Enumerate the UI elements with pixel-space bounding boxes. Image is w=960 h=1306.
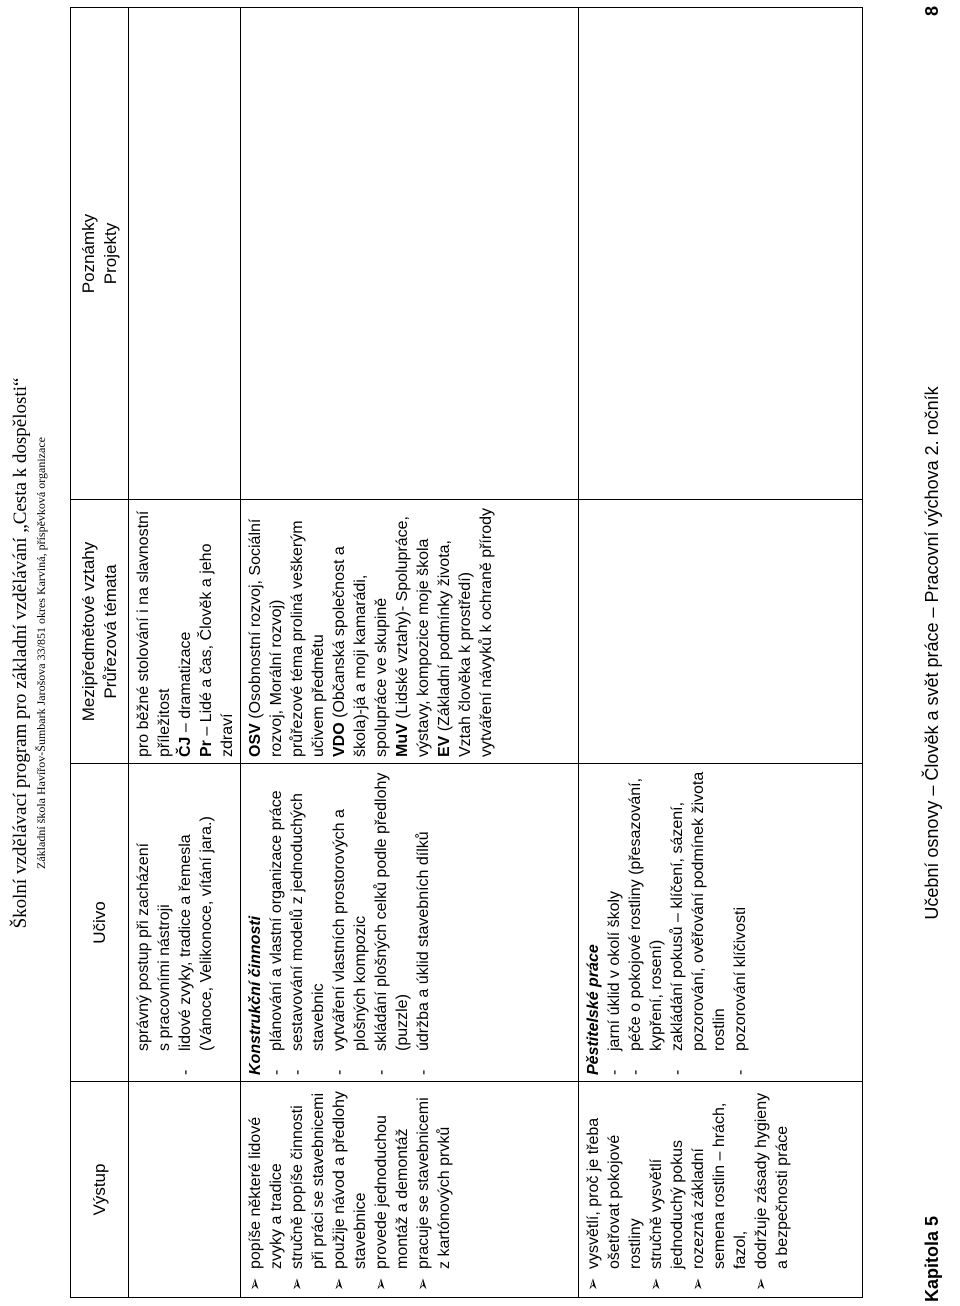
mezip-vdo: VDO (Občanská společnost a škola)-já a moji kamarádi, spolupráce ve skupině xyxy=(331,546,390,757)
cell-poznamky xyxy=(579,8,863,500)
list-item: - lidové zvyky, tradice a řemesla (Vánoce, Velikonoce, vítání jara.) xyxy=(177,816,215,1075)
footer-subject: Učební osnovy – Člověk a svět práce – Pracovní výchova 2. ročník xyxy=(922,386,942,920)
list-item: ➢ vysvětlí, proč je třeba ošetřovat pokojové rostliny xyxy=(585,1117,644,1291)
list-item: - sestavování modelů z jednoduchých stavebnic xyxy=(289,793,327,1075)
header-notes-line2: Projekty xyxy=(100,222,120,285)
cell-mezipredmetove xyxy=(579,500,863,764)
list-item: - údržba a úklid stavebních dílků xyxy=(415,831,432,1075)
list-item: - jarní úklid v okolí školy xyxy=(606,890,623,1075)
header-mezipredmetove xyxy=(71,500,129,764)
table-row xyxy=(129,8,241,1298)
section-heading: Pěstitelské práce xyxy=(585,944,602,1075)
document-title: Školní vzdělávací program pro základní vzdělávání „Cesta k dospělosti“ xyxy=(10,377,31,929)
cell-poznamky xyxy=(129,8,241,500)
list-item: ➢ použije návod a předlohy stavebnice xyxy=(331,1091,369,1291)
arrow-bullet-icon: ➢ xyxy=(331,1277,348,1291)
footer-chapter: Kapitola 5 xyxy=(922,1215,942,1302)
cell-vystup xyxy=(129,1082,241,1298)
ucivo-text: s pracovními nástroji xyxy=(156,904,173,1051)
cell-ucivo xyxy=(579,764,863,1082)
document-subtitle: Základní škola Havířov-Šumbark Jarošova 33/851 okres Karviná, příspěvková organizace xyxy=(34,437,48,869)
cell-vystup xyxy=(241,1082,579,1298)
header-mezip-line2: Průřezová témata xyxy=(100,564,120,699)
cell-ucivo xyxy=(241,764,579,1082)
list-item: - plánování a vlastní organizace práce xyxy=(268,790,285,1075)
list-item: - skládání plošných celků podle předlohy (puzzle) xyxy=(373,772,411,1075)
cell-mezipredmetove xyxy=(241,500,579,764)
cell-vystup xyxy=(579,1082,863,1298)
mezip-ev: EV (Základní podmínky života, Vztah člověka k prostředí) vytváření návyků k ochraně přírody xyxy=(436,507,495,757)
header-vystup: Výstup xyxy=(71,1082,129,1298)
arrow-bullet-icon: ➢ xyxy=(289,1277,306,1291)
table-row xyxy=(579,8,863,1298)
mezip-text: průřezové téma proliná veškerým učivem předmětu xyxy=(289,520,327,757)
arrow-bullet-icon: ➢ xyxy=(247,1277,264,1291)
cell-mezipredmetove xyxy=(129,500,241,764)
header-ucivo: Učivo xyxy=(71,764,129,1082)
list-item: ➢ provede jednoduchou montáž a demontáž xyxy=(373,1115,411,1291)
arrow-bullet-icon: ➢ xyxy=(415,1277,432,1291)
list-item: - péče o pokojové rostliny (přesazování, kypření, rosení) xyxy=(627,777,665,1075)
mezip-pr: Pr – Lidé a čas, Člověk a jeho zdraví xyxy=(198,543,236,757)
curriculum-table xyxy=(70,7,863,1298)
arrow-bullet-icon: ➢ xyxy=(753,1277,770,1291)
mezip-text: pro běžné stolování i na slavnostní příležitost xyxy=(135,510,173,757)
list-item: ➢ popíše některé lidové zvyky a tradice xyxy=(247,1116,285,1291)
list-item: ➢ pracuje se stavebnicemi z kartónových prvků xyxy=(415,1097,453,1291)
section-heading: Konstrukční činnosti xyxy=(247,915,264,1075)
list-item: ➢ stručně popíše činnosti při práci se stavebnicemi xyxy=(289,1092,327,1291)
mezip-cj: ČJ – dramatizace xyxy=(177,631,194,757)
arrow-bullet-icon: ➢ xyxy=(690,1277,707,1291)
list-item: - vytváření vlastních prostorových a plošných kompozic xyxy=(331,809,369,1075)
table-row xyxy=(241,8,579,1298)
header-poznamky xyxy=(71,8,129,500)
list-item: - zakládání pokusů – klíčení, sázení, pozorování, ověřování podmínek života rostlin xyxy=(669,771,728,1075)
header-notes-line1: Poznámky xyxy=(78,213,98,294)
header-mezip-line1: Mezipředmětové vztahy xyxy=(78,541,98,722)
list-item: - pozorování klíčivosti xyxy=(732,906,749,1075)
mezip-muv: MuV (Lidské vztahy)- Spolupráce, výstavy, kompozice moje škola xyxy=(394,516,432,757)
list-item: ➢ rozezná základní semena rostlin – hrách, fazol, xyxy=(690,1102,749,1291)
arrow-bullet-icon: ➢ xyxy=(585,1277,602,1291)
page-number: 8 xyxy=(922,6,942,17)
ucivo-text: správný postup při zacházení xyxy=(135,842,152,1051)
table-header-row xyxy=(71,8,129,1298)
list-item: ➢ stručně vysvětlí jednoduchý pokus xyxy=(648,1140,686,1291)
mezip-osv: OSV (Osobnostní rozvoj, Sociální rozvoj, Morální rozvoj) xyxy=(247,518,285,757)
list-item: ➢ dodržuje zásady hygieny a bezpečnosti práce xyxy=(753,1092,791,1291)
cell-poznamky xyxy=(241,8,579,500)
page-footer xyxy=(922,0,952,1306)
arrow-bullet-icon: ➢ xyxy=(648,1277,665,1291)
cell-ucivo xyxy=(129,764,241,1082)
arrow-bullet-icon: ➢ xyxy=(373,1277,390,1291)
